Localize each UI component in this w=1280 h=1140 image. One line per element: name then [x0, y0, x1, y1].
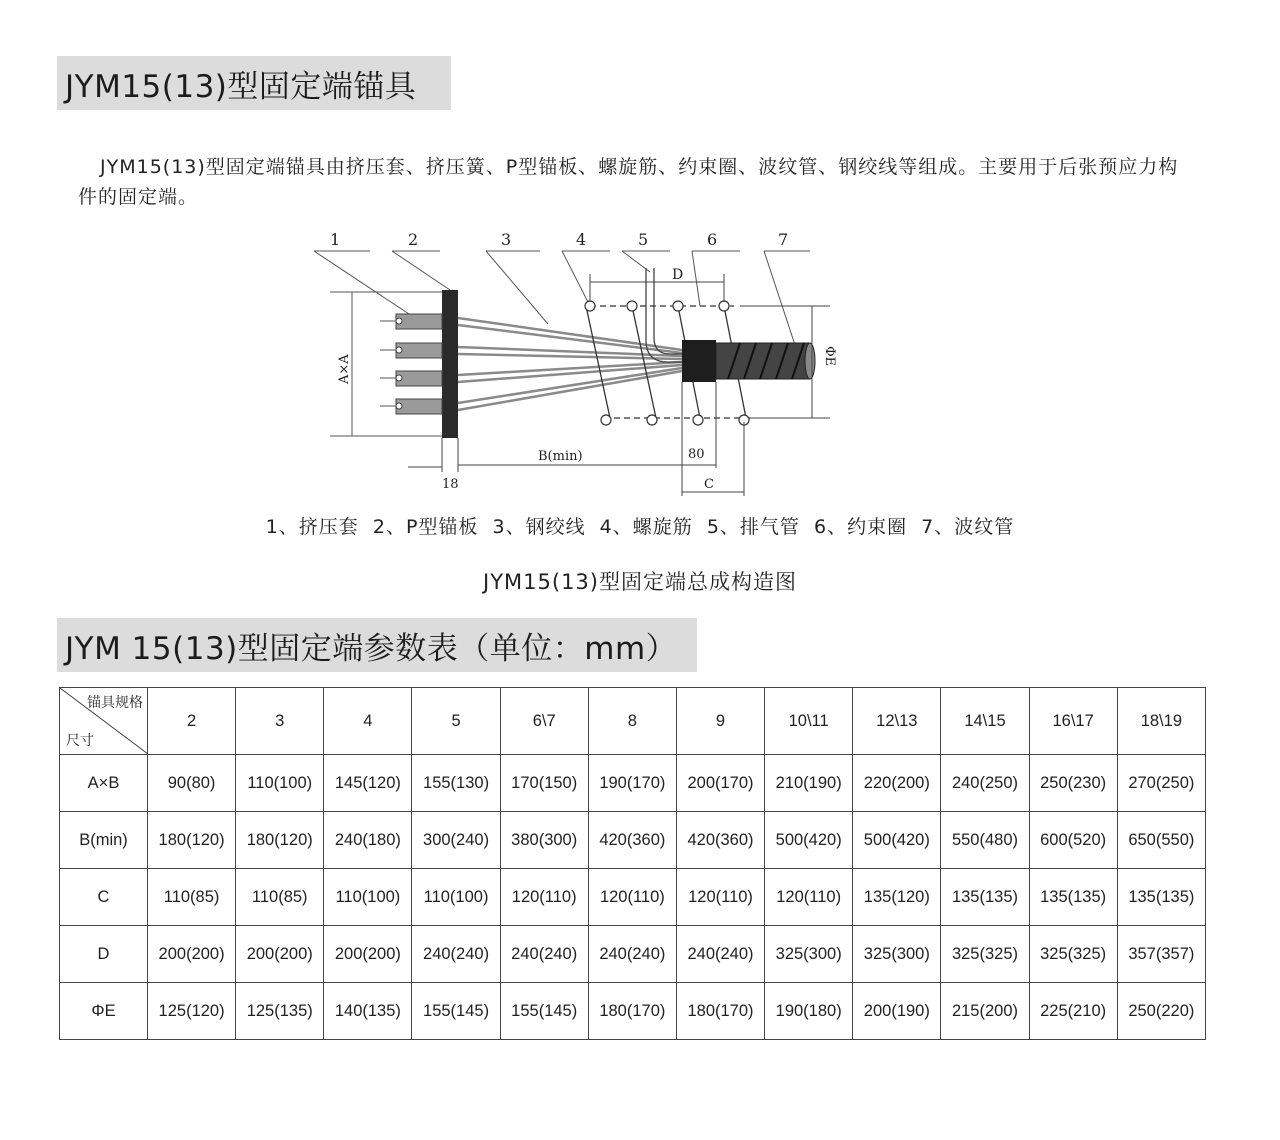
- callout-7: 7: [778, 230, 789, 249]
- col-header: 8: [588, 688, 676, 755]
- table-row: [60, 755, 1206, 812]
- table-cell: 110(85): [236, 869, 324, 926]
- table-cell: 190(180): [765, 983, 853, 1040]
- section-title-anchor: JYM15(13)型固定端锚具: [57, 56, 451, 110]
- table-cell: 110(100): [236, 755, 324, 812]
- table-cell: 215(200): [941, 983, 1029, 1040]
- col-header: 5: [412, 688, 500, 755]
- table-cell: 600(520): [1029, 812, 1117, 869]
- table-cell: 135(135): [1117, 869, 1205, 926]
- row-header: B(min): [60, 812, 148, 869]
- table-cell: 120(110): [588, 869, 676, 926]
- corner-spec-label: 锚具规格: [87, 694, 143, 710]
- anchor-assembly-diagram: [300, 222, 860, 504]
- table-cell: 110(100): [412, 869, 500, 926]
- table-header-row: [60, 688, 1206, 755]
- table-cell: 300(240): [412, 812, 500, 869]
- table-cell: 240(250): [941, 755, 1029, 812]
- col-header: 9: [676, 688, 764, 755]
- col-header: 16\17: [1029, 688, 1117, 755]
- dim-80: 80: [688, 447, 705, 462]
- table-row: [60, 812, 1206, 869]
- table-cell: 155(130): [412, 755, 500, 812]
- col-header: 18\19: [1117, 688, 1205, 755]
- table-cell: 325(325): [1029, 926, 1117, 983]
- table-cell: 325(325): [941, 926, 1029, 983]
- parameter-table: [59, 687, 1206, 1040]
- callout-2: 2: [408, 230, 419, 249]
- table-cell: 180(170): [676, 983, 764, 1040]
- table-cell: 200(200): [324, 926, 412, 983]
- table-cell: 270(250): [1117, 755, 1205, 812]
- table-cell: 420(360): [588, 812, 676, 869]
- table-cell: 325(300): [853, 926, 941, 983]
- table-cell: 380(300): [500, 812, 588, 869]
- col-header: 2: [148, 688, 236, 755]
- table-cell: 180(120): [148, 812, 236, 869]
- intro-paragraph: JYM15(13)型固定端锚具由挤压套、挤压簧、P型锚板、螺旋筋、约束圈、波纹管、钢绞线等组成。主要用于后张预应力构件的固定端。: [78, 156, 1179, 208]
- dim-18: 18: [442, 477, 459, 492]
- col-header: 10\11: [765, 688, 853, 755]
- table-cell: 357(357): [1117, 926, 1205, 983]
- table-cell: 650(550): [1117, 812, 1205, 869]
- table-cell: 500(420): [765, 812, 853, 869]
- table-cell: 500(420): [853, 812, 941, 869]
- table-cell: 135(120): [853, 869, 941, 926]
- table-cell: 135(135): [1029, 869, 1117, 926]
- table-cell: 155(145): [412, 983, 500, 1040]
- table-cell: 240(240): [676, 926, 764, 983]
- dim-d: D: [672, 267, 684, 283]
- row-header: A×B: [60, 755, 148, 812]
- table-cell: 155(145): [500, 983, 588, 1040]
- callout-6: 6: [707, 230, 718, 249]
- table-cell: 225(210): [1029, 983, 1117, 1040]
- table-cell: 120(110): [765, 869, 853, 926]
- table-cell: 170(150): [500, 755, 588, 812]
- table-body: [60, 755, 1206, 1040]
- col-header: 4: [324, 688, 412, 755]
- col-header: 14\15: [941, 688, 1029, 755]
- dim-phie: ΦE: [822, 346, 837, 367]
- table-cell: 110(85): [148, 869, 236, 926]
- section-title-params: JYM 15(13)型固定端参数表（单位：mm）: [57, 618, 697, 672]
- table-cell: 180(120): [236, 812, 324, 869]
- table-cell: 200(200): [236, 926, 324, 983]
- table-cell: 550(480): [941, 812, 1029, 869]
- table-cell: 110(100): [324, 869, 412, 926]
- table-cell: 220(200): [853, 755, 941, 812]
- table-corner-cell: [60, 688, 148, 755]
- callout-3: 3: [501, 230, 512, 249]
- table-cell: 240(180): [324, 812, 412, 869]
- dim-c: C: [704, 477, 714, 492]
- dim-axa: A×A: [337, 354, 352, 384]
- diagram-caption: JYM15(13)型固定端总成构造图: [483, 570, 797, 594]
- table-row: [60, 983, 1206, 1040]
- table-cell: 140(135): [324, 983, 412, 1040]
- table-cell: 200(170): [676, 755, 764, 812]
- callout-4: 4: [576, 230, 587, 249]
- callout-5: 5: [638, 230, 649, 249]
- table-cell: 250(220): [1117, 983, 1205, 1040]
- table-cell: 240(240): [412, 926, 500, 983]
- corner-dim-label: 尺寸: [66, 732, 94, 748]
- col-header: 6\7: [500, 688, 588, 755]
- table-cell: 240(240): [500, 926, 588, 983]
- row-header: D: [60, 926, 148, 983]
- callout-1: 1: [330, 230, 341, 249]
- table-cell: 125(120): [148, 983, 236, 1040]
- table-cell: 200(200): [148, 926, 236, 983]
- table-cell: 90(80): [148, 755, 236, 812]
- table-cell: 250(230): [1029, 755, 1117, 812]
- table-cell: 325(300): [765, 926, 853, 983]
- table-row: [60, 926, 1206, 983]
- col-header: 3: [236, 688, 324, 755]
- table-cell: 120(110): [500, 869, 588, 926]
- table-cell: 145(120): [324, 755, 412, 812]
- table-cell: 120(110): [676, 869, 764, 926]
- table-cell: 240(240): [588, 926, 676, 983]
- table-cell: 190(170): [588, 755, 676, 812]
- diagram-legend: 1、挤压套 2、P型锚板 3、钢绞线 4、螺旋筋 5、排气管 6、约束圈 7、波纹管: [265, 516, 1015, 538]
- dim-bmin: B(min): [538, 449, 583, 464]
- table-cell: 135(135): [941, 869, 1029, 926]
- row-header: C: [60, 869, 148, 926]
- table-cell: 210(190): [765, 755, 853, 812]
- table-cell: 125(135): [236, 983, 324, 1040]
- table-cell: 420(360): [676, 812, 764, 869]
- table-cell: 180(170): [588, 983, 676, 1040]
- table-cell: 200(190): [853, 983, 941, 1040]
- row-header: ΦE: [60, 983, 148, 1040]
- table-row: [60, 869, 1206, 926]
- col-header: 12\13: [853, 688, 941, 755]
